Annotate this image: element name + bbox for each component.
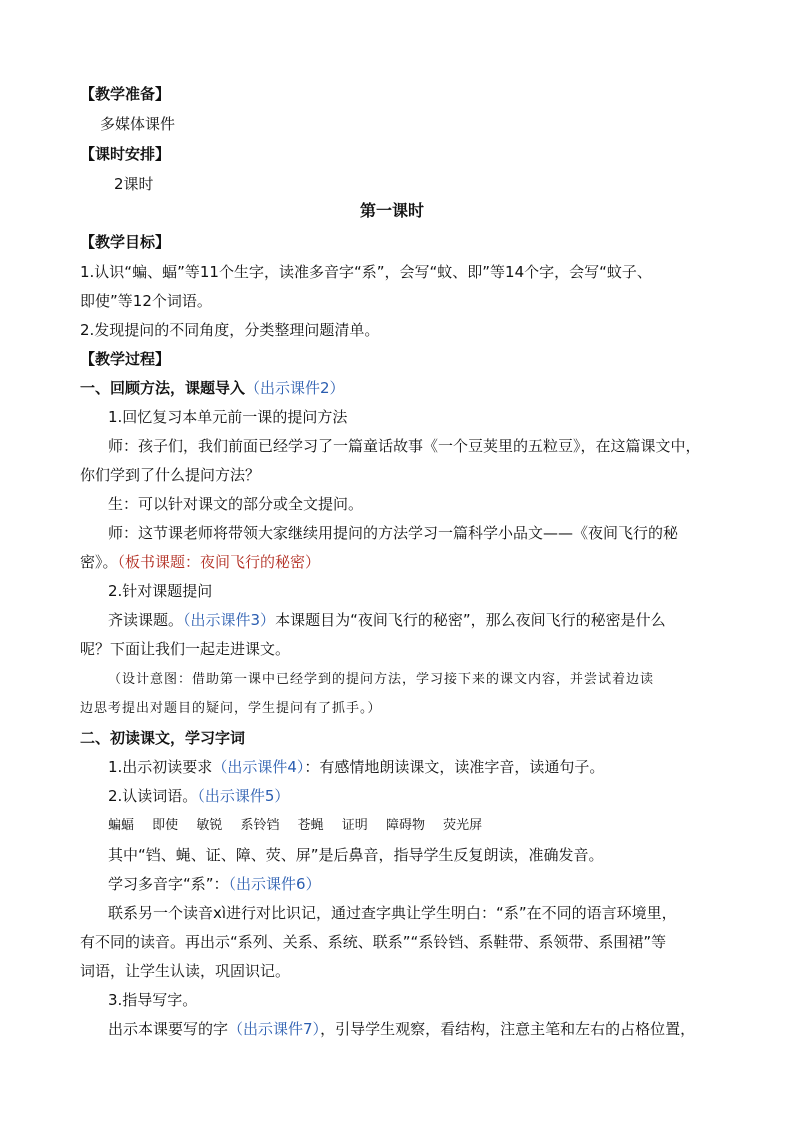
s2-w-pre: 出示本课要写的字 [108,1020,229,1038]
s1-teacher-1-line-2: 你们学到了什么提问方法？ [80,466,261,484]
s1-teacher-2-line-2 [80,552,320,572]
s2-r2-courseware-note: （出示课件5） [197,787,290,805]
s2-poly-courseware-note: （出示课件6） [228,875,321,893]
s2-writing-line [108,1019,695,1039]
vocab-word: 障碍物 [385,818,425,833]
s1-teacher-1-line-1: 师：孩子们，我们前面已经学习了一篇童话故事《一个豆荚里的五粒豆》，在这篇课文中， [108,437,701,455]
s1-question-courseware-note: （出示课件3） [183,611,276,629]
vocab-word: 蝙蝠 [108,818,135,833]
prep-heading: 【教学准备】 [80,85,171,103]
vocab-word: 系铃铛 [240,818,280,833]
vocab-word: 即使 [152,818,179,833]
s1-question-post: 本课题目为“夜间飞行的秘密”，那么夜间飞行的秘密是什么 [275,611,666,629]
s2-r2-pre: 2.认读词语。 [108,787,198,805]
s2-polyphone-line-2: 有不同的读音。再出示“系列、关系、系统、联系”“系铃铛、系鞋带、系领带、系围裙”等 [80,933,667,951]
s2-polyphone [108,874,321,894]
schedule-content: 2课时 [114,175,154,193]
s1-item-2: 2.针对课题提问 [108,582,213,600]
s2-polyphone-line-3: 词语，让学生认读，巩固识记。 [80,962,291,980]
design-intent-line-1: （设计意图：借助第一课中已经学到的提问方法，学习接下来的课文内容，并尝试着边读 [108,672,655,687]
vocab-word: 敏锐 [196,818,223,833]
s1-teacher-2-text: 密》。 [80,553,118,571]
s1-student-reply: 生：可以针对课文的部分或全文提问。 [108,495,364,513]
goal-2: 2.发现提问的不同角度，分类整理问题清单。 [80,321,380,339]
process-heading: 【教学过程】 [80,350,171,368]
s2-poly-pre: 学习多音字“系”： [108,875,229,893]
prep-content: 多媒体课件 [100,115,176,133]
vocab-word: 荧光屏 [443,818,483,833]
board-title-note: （板书课题：夜间飞行的秘密） [117,553,321,571]
vocab-word: 证明 [341,818,368,833]
s1-item-1: 1.回忆复习本单元前一课的提问方法 [108,408,348,426]
s1-question-pre: 齐读课题。 [108,611,184,629]
section-2-title: 二、初读课文，学习字词 [80,729,246,747]
vocab-list [108,816,496,836]
s2-polyphone-line-1: 联系另一个读音xì进行对比识记，通过查字典让学生明白：“系”在不同的语言环境里， [108,904,677,922]
goal-1-line-2: 即使”等12个词语。 [80,292,212,310]
s2-w-courseware-note: （出示课件7） [228,1020,321,1038]
s2-w-post: ，引导学生观察，看结构，注意主笔和左右的占格位置， [320,1020,696,1038]
s1-teacher-2-line-1: 师：这节课老师将带领大家继续用提问的方法学习一篇科学小品文——《夜间飞行的秘 [108,524,679,542]
s2-nasal-note: 其中“铛、蝇、证、障、荧、屏”是后鼻音，指导学生反复朗读，准确发音。 [108,846,604,864]
section-1-courseware-note: （出示课件2） [245,379,345,397]
goals-heading: 【教学目标】 [80,233,171,251]
schedule-heading: 【课时安排】 [80,145,171,163]
section-1-title-line [80,378,345,398]
lesson-title: 第一课时 [360,201,425,220]
vocab-word: 苍蝇 [297,818,324,833]
s1-question-line-1 [108,610,666,630]
s2-r1-pre: 1.出示初读要求 [108,758,213,776]
s2-word-reading [108,786,289,806]
section-1-title: 一、回顾方法，课题导入 [80,379,246,397]
design-intent-line-2: 边思考提出对题目的疑问，学生提问有了抓手。） [80,701,382,716]
goal-1-line-1: 1.认识“蝙、蝠”等11个生字，读准多音字“系”，会写“蚊、即”等14个字，会写“蚊子、 [80,263,652,281]
s2-reading-requirement [108,757,604,777]
s1-question-line-2: 呢？下面让我们一起走进课文。 [80,640,291,658]
s2-r1-post: ：有感情地朗读课文，读准字音，读通句子。 [304,758,605,776]
s2-r1-courseware-note: （出示课件4） [212,758,305,776]
s2-writing-item: 3.指导写字。 [108,991,198,1009]
